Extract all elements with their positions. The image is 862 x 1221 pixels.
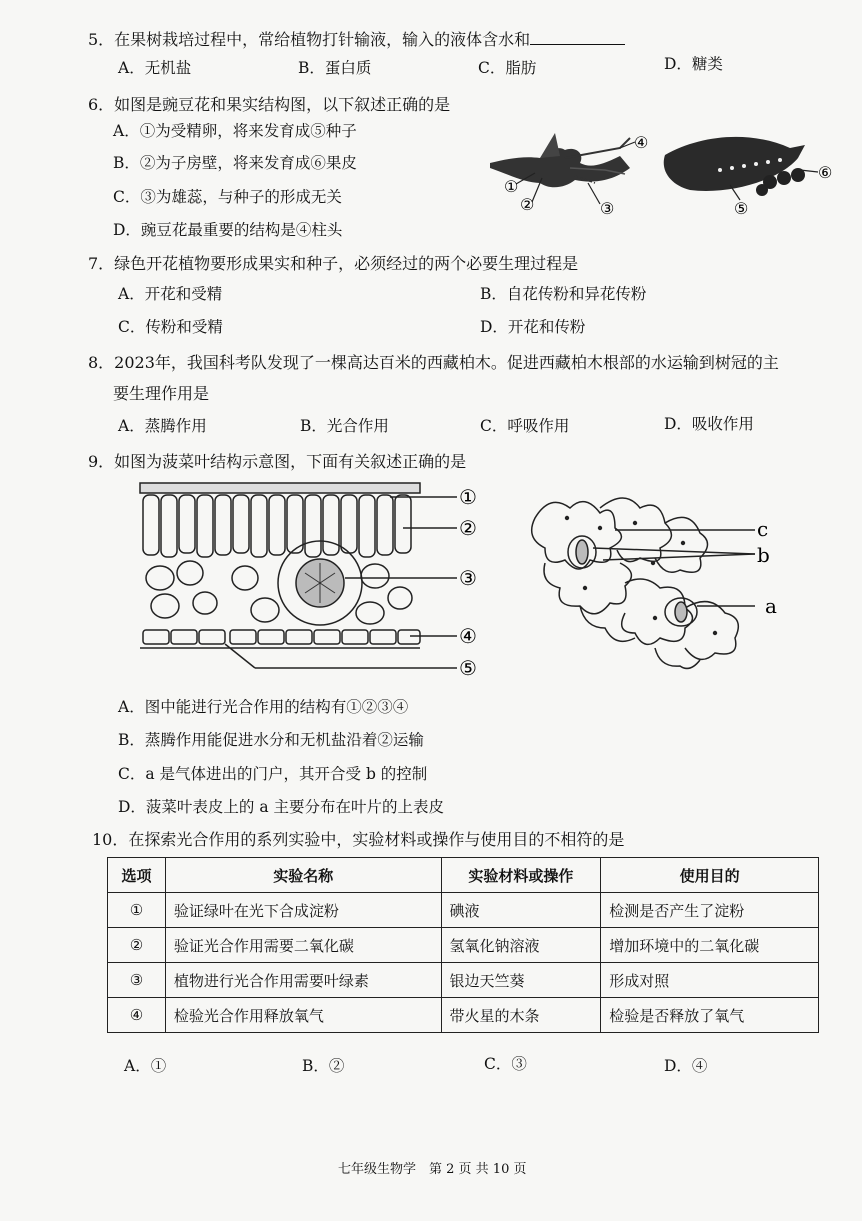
leaf-cross-section-drawing — [140, 483, 457, 668]
q5-option-c: C．脂肪 — [478, 59, 537, 77]
epidermis-figure — [525, 488, 785, 673]
q6-option-b: B．②为子房壁，将来发育成⑥果皮 — [113, 154, 357, 172]
q8-option-a: A．蒸腾作用 — [118, 417, 207, 435]
q7-option-c: C．传粉和受精 — [118, 318, 223, 336]
q6-option-d: D．豌豆花最重要的结构是④柱头 — [113, 221, 343, 239]
q6-stem: 6．如图是豌豆花和果实结构图，以下叙述正确的是 — [88, 95, 451, 114]
table-header-cell: 使用目的 — [601, 858, 819, 893]
q8-option-c: C．呼吸作用 — [480, 417, 570, 435]
q7-stem: 7．绿色开花植物要形成果实和种子，必须经过的两个必要生理过程是 — [88, 254, 579, 273]
table-cell: 检测是否产生了淀粉 — [601, 893, 819, 928]
q10-option-c: C．③ — [484, 1055, 527, 1073]
table-cell: 植物进行光合作用需要叶绿素 — [165, 963, 441, 998]
q5-stem: 5．在果树栽培过程中，常给植物打针输液，输入的液体含水和 — [88, 30, 625, 50]
leaf-label-3: ③ — [459, 566, 477, 590]
table-cell: 带火星的木条 — [441, 998, 601, 1033]
table-header-cell: 实验名称 — [165, 858, 441, 893]
pod-label-6: ⑥ — [818, 163, 833, 182]
leaf-label-1: ① — [459, 485, 477, 509]
table-row — [108, 963, 819, 998]
table-row — [108, 998, 819, 1033]
q9-option-b: B．蒸腾作用能促进水分和无机盐沿着②运输 — [118, 731, 424, 749]
q6-option-a: A．①为受精卵，将来发育成⑤种子 — [113, 122, 357, 140]
q10-stem: 10．在探索光合作用的系列实验中，实验材料或操作与使用目的不相符的是 — [92, 830, 625, 849]
q6-option-c: C．③为雄蕊，与种子的形成无关 — [113, 188, 342, 206]
table-cell: ③ — [108, 963, 166, 998]
q8-stem-line1: 8．2023年，我国科考队发现了一棵高达百米的西藏柏木。促进西藏柏木根部的水运输到树冠的主 — [88, 353, 779, 372]
q8-stem-line2: 要生理作用是 — [113, 384, 210, 403]
table-cell: 银边天竺葵 — [441, 963, 601, 998]
leaf-cross-section-figure — [135, 478, 495, 683]
flower-label-3: ③ — [600, 199, 615, 218]
flower-label-2: ② — [520, 195, 535, 214]
table-cell: 验证光合作用需要二氧化碳 — [165, 928, 441, 963]
q7-option-b: B．自花传粉和异花传粉 — [480, 285, 647, 303]
table-cell: ② — [108, 928, 166, 963]
table-cell: 检验光合作用释放氧气 — [165, 998, 441, 1033]
q10-option-a: A．① — [124, 1057, 167, 1075]
pod-label-5: ⑤ — [734, 199, 749, 218]
epidermis-label-b: b — [757, 543, 770, 567]
leaf-label-2: ② — [459, 516, 477, 540]
q9-option-a: A．图中能进行光合作用的结构有①②③④ — [118, 698, 409, 716]
flower-label-1: ① — [504, 177, 519, 196]
q9-stem: 9．如图为菠菜叶结构示意图，下面有关叙述正确的是 — [88, 452, 467, 471]
experiment-table — [107, 857, 819, 1033]
table-cell: 氢氧化钠溶液 — [441, 928, 601, 963]
table-cell: 碘液 — [441, 893, 601, 928]
q5-option-b: B．蛋白质 — [298, 59, 372, 77]
table-row — [108, 928, 819, 963]
page-footer: 七年级生物学 第 2 页 共 10 页 — [338, 1162, 527, 1177]
table-header-cell: 实验材料或操作 — [441, 858, 601, 893]
leaf-label-4: ④ — [459, 624, 477, 648]
answer-blank — [530, 30, 625, 45]
table-cell: ① — [108, 893, 166, 928]
table-header-cell: 选项 — [108, 858, 166, 893]
pea-pod-drawing — [664, 137, 818, 200]
leaf-label-5: ⑤ — [459, 656, 477, 680]
q8-option-b: B．光合作用 — [300, 417, 389, 435]
flower-label-4: ④ — [634, 133, 649, 152]
q9-option-c: C．a 是气体进出的门户，其开合受 b 的控制 — [118, 765, 428, 783]
q5-option-d: D．糖类 — [664, 55, 723, 73]
epidermis-drawing — [532, 498, 755, 668]
table-cell: 增加环境中的二氧化碳 — [601, 928, 819, 963]
q10-option-d: D．④ — [664, 1057, 708, 1075]
q8-option-d: D．吸收作用 — [664, 415, 754, 433]
epidermis-label-a: a — [765, 594, 777, 618]
table-cell: 验证绿叶在光下合成淀粉 — [165, 893, 441, 928]
table-cell: 检验是否释放了氧气 — [601, 998, 819, 1033]
table-header-row — [108, 858, 819, 893]
table-cell: ④ — [108, 998, 166, 1033]
q10-option-b: B．② — [302, 1057, 345, 1075]
pea-pod-figure — [660, 130, 840, 218]
pea-flower-figure — [480, 128, 650, 223]
q7-option-a: A．开花和受精 — [118, 285, 223, 303]
q5-option-a: A．无机盐 — [118, 59, 192, 77]
q9-option-d: D．菠菜叶表皮上的 a 主要分布在叶片的上表皮 — [118, 798, 445, 816]
table-row — [108, 893, 819, 928]
q7-option-d: D．开花和传粉 — [480, 318, 586, 336]
epidermis-label-c: c — [757, 517, 769, 541]
table-cell: 形成对照 — [601, 963, 819, 998]
